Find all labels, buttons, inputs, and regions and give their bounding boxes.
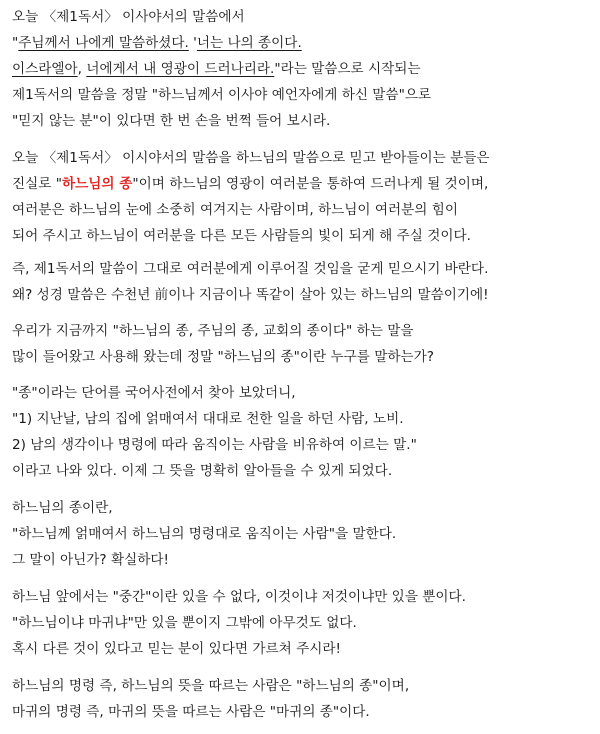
text-line	[0, 380, 600, 406]
underlined-text: 너는 나의 종이다.	[196, 35, 302, 51]
text-line	[0, 282, 600, 308]
paragraph	[0, 145, 600, 249]
highlighted-text: 하느님의 종	[61, 176, 133, 192]
text-segment: 진실로 "	[12, 176, 62, 192]
paragraph	[0, 380, 600, 484]
text-segment: ,	[77, 61, 87, 77]
text-segment: 하느님 앞에서는 "중간"이란 있을 수 없다, 이것이냐 저것이냐만 있을 뿐이다.	[12, 589, 466, 605]
text-segment: 제1독서의 말씀을 정말 "하느님께서 이사야 예언자에게 하신 말씀"으로	[12, 87, 432, 103]
text-segment: 왜? 성경 말씀은 수천년 前이나 지금이나 똑같이 살아 있는 하느님의 말씀이기에!	[12, 287, 489, 303]
text-line	[0, 584, 600, 610]
text-line	[0, 406, 600, 432]
text-segment: "	[12, 35, 19, 51]
text-line	[0, 82, 600, 108]
text-line	[0, 197, 600, 223]
text-line	[0, 145, 600, 171]
underlined-text: 너에게서 내 영광이 드러나리라.	[86, 61, 275, 77]
text-segment: "종"이라는 단어를 국어사전에서 찾아 보았더니,	[12, 385, 296, 401]
text-segment: 하느님의 종이란,	[12, 500, 113, 516]
text-segment: 많이 들어왔고 사용해 왔는데 정말 "하느님의 종"이란 누구를 말하는가?	[12, 349, 434, 365]
paragraph	[0, 4, 600, 134]
text-line	[0, 30, 600, 56]
text-line	[0, 56, 600, 82]
text-segment: "라는 말씀으로 시작되는	[274, 61, 421, 77]
text-line	[0, 636, 600, 662]
paragraph	[0, 495, 600, 573]
text-line	[0, 4, 600, 30]
text-line	[0, 547, 600, 573]
text-segment: "하느님께 얽매여서 하느님의 명령대로 움직이는 사람"을 말한다.	[12, 526, 397, 542]
text-line	[0, 673, 600, 699]
paragraph	[0, 584, 600, 662]
paragraph	[0, 318, 600, 370]
text-segment: "하느님이냐 마귀냐"만 있을 뿐이지 그밖에 아무것도 없다.	[12, 615, 357, 631]
text-line	[0, 344, 600, 370]
text-segment: 우리가 지금까지 "하느님의 종, 주님의 종, 교회의 종이다" 하는 말을	[12, 323, 414, 339]
text-segment: 하느님의 명령 즉, 하느님의 뜻을 따르는 사람은 "하느님의 종"이며,	[12, 678, 410, 694]
text-segment: 이라고 나와 있다. 이제 그 뜻을 명확히 알아들을 수 있게 되었다.	[12, 463, 393, 479]
text-line	[0, 610, 600, 636]
text-line	[0, 699, 600, 725]
text-segment: 마귀의 명령 즉, 마귀의 뜻을 따르는 사람은 "마귀의 종"이다.	[12, 704, 370, 720]
paragraph	[0, 256, 600, 308]
text-segment: 2) 남의 생각이나 명령에 따라 움직이는 사람을 비유하여 이르는 말."	[12, 437, 417, 453]
text-segment: "믿지 않는 분"이 있다면 한 번 손을 번쩍 들어 보시라.	[12, 113, 331, 129]
text-segment: "이며 하느님의 영광이 여러분을 통하여 드러나게 될 것이며,	[132, 176, 489, 192]
text-segment: 되어 주시고 하느님이 여러분을 다른 모든 사람들의 빛이 되게 해 주실 것이다.	[12, 228, 471, 244]
text-segment: 오늘 〈제1독서〉 이사야서의 말씀에서	[12, 9, 245, 25]
underlined-text: 이스라엘아	[12, 61, 78, 77]
text-line	[0, 432, 600, 458]
text-segment: 오늘 〈제1독서〉 이시야서의 말씀을 하느님의 말씀으로 믿고 받아들이는 분들은	[12, 150, 490, 166]
text-segment: 그 말이 아닌가? 확실하다!	[12, 552, 169, 568]
text-segment: "1) 지난날, 남의 집에 얽매여서 대대로 천한 일을 하던 사람, 노비.	[12, 411, 404, 427]
text-segment: '	[188, 35, 197, 51]
text-line	[0, 256, 600, 282]
text-line	[0, 223, 600, 249]
underlined-text: 주님께서 나에게 말씀하셨다.	[18, 35, 189, 51]
text-line	[0, 108, 600, 134]
text-line	[0, 495, 600, 521]
text-segment: 즉, 제1독서의 말씀이 그대로 여러분에게 이루어질 것임을 굳게 믿으시기 바란다.	[12, 261, 489, 277]
text-line	[0, 458, 600, 484]
text-line	[0, 521, 600, 547]
text-segment: 혹시 다른 것이 있다고 믿는 분이 있다면 가르쳐 주시라!	[12, 641, 341, 657]
text-line	[0, 171, 600, 197]
paragraph	[0, 673, 600, 725]
text-line	[0, 318, 600, 344]
text-segment: 여러분은 하느님의 눈에 소중히 여겨지는 사람이며, 하느님이 여러분의 힘이	[12, 202, 458, 218]
